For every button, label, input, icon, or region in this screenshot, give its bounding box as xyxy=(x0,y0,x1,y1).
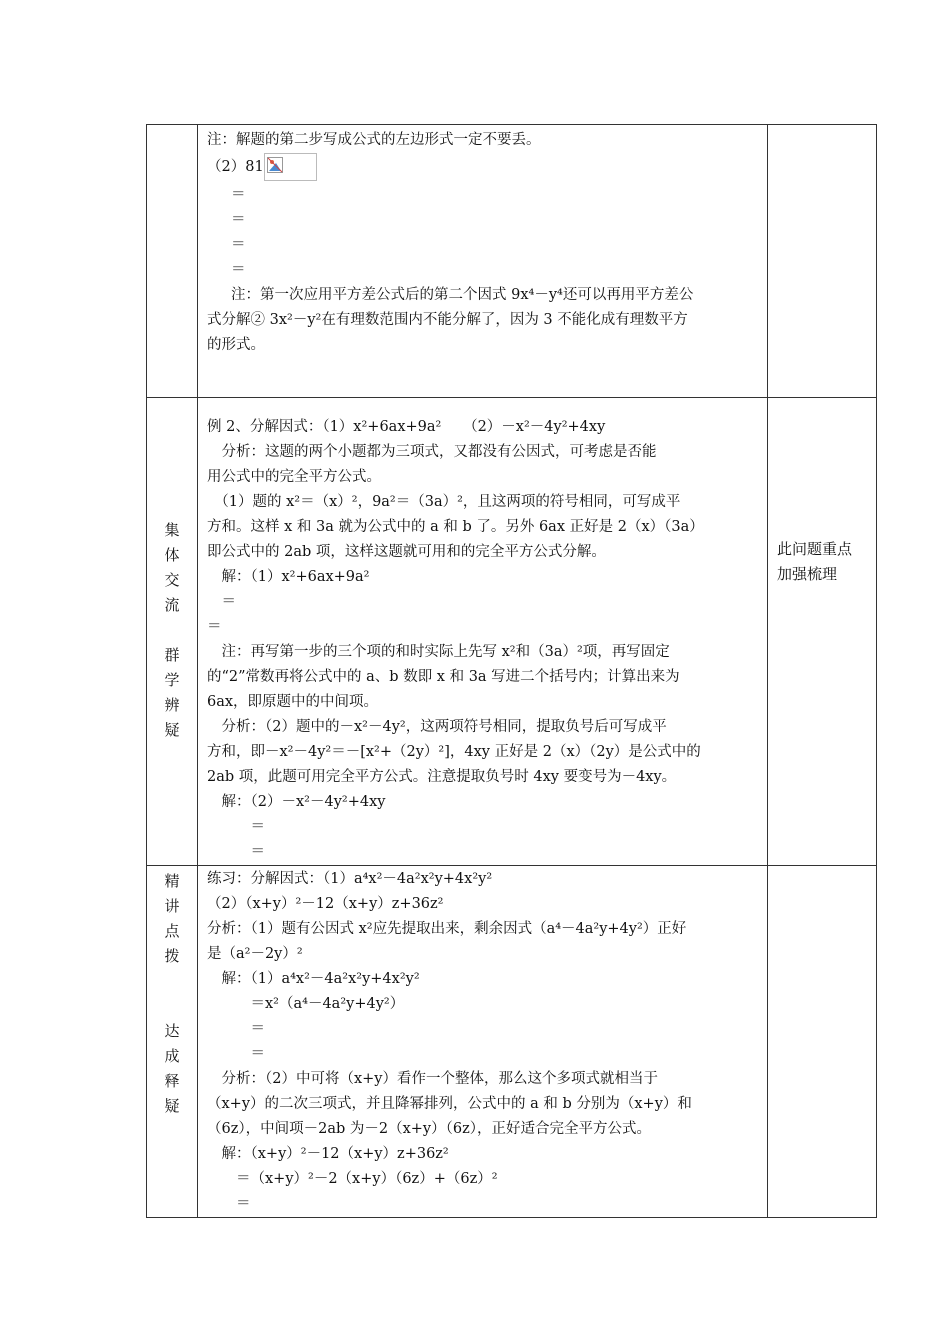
item-2-label: （2）81 xyxy=(207,159,264,175)
row3-note-cell xyxy=(768,866,877,1218)
solution-line: 解：（1）a⁴x²－4a²x²y+4x²y² xyxy=(207,971,420,987)
note-line: 6ax，即原题中的中间项。 xyxy=(207,694,379,710)
equation-line: ＝ xyxy=(231,187,246,203)
note-line: 的“2”常数再将公式中的 a、b 数即 x 和 3a 写进二个括号内；计算出来为 xyxy=(207,669,680,685)
analysis-line: 分析：这题的两个小题都为三项式，又都没有公因式，可考虑是否能 xyxy=(207,444,657,460)
solution-line: ＝ xyxy=(207,1046,265,1062)
row2-label-cell xyxy=(147,398,198,866)
analysis-line: （x+y）的二次三项式，并且降幂排列，公式中的 a 和 b 分别为（x+y）和 xyxy=(207,1096,692,1112)
lesson-table xyxy=(146,124,877,1218)
example-line: 例 2、分解因式：（1）x²+6ax+9a² （2）－x²－4y²+4xy xyxy=(207,419,606,435)
analysis-line: 分析：（1）题有公因式 x²应先提取出来，剩余因式（a⁴－4a²y+4y²）正好 xyxy=(207,921,687,937)
analysis-line: 即公式中的 2ab 项，这样这题就可用和的完全平方公式分解。 xyxy=(207,544,606,560)
solution-line: 解：（1）x²+6ax+9a² xyxy=(207,569,370,585)
table-row xyxy=(147,125,877,398)
teacher-note: 加强梳理 xyxy=(777,565,838,583)
equation-line: ＝ xyxy=(231,212,246,228)
analysis-line: 是（a²－2y）² xyxy=(207,946,303,962)
teacher-note: 此问题重点 xyxy=(777,540,853,558)
solution-line: ＝ xyxy=(207,819,265,835)
broken-image-icon xyxy=(264,153,317,181)
analysis-line: 分析：（2）中可将（x+y）看作一个整体，那么这个多项式就相当于 xyxy=(207,1071,658,1087)
note-line: 注：第一次应用平方差公式后的第二个因式 9x⁴－y⁴还可以再用平方差公 xyxy=(231,287,694,303)
equation-line: ＝ xyxy=(231,262,246,278)
analysis-line: 方和。这样 x 和 3a 就为公式中的 a 和 b 了。另外 6ax 正好是 2（x）（3a） xyxy=(207,519,704,535)
equation-line: ＝ xyxy=(231,237,246,253)
row3-content-cell xyxy=(198,866,768,1218)
row1-label-cell xyxy=(147,125,198,398)
analysis-line: 方和，即－x²－4y²＝－[x²+（2y）²]，4xy 正好是 2（x）（2y）是公式中的 xyxy=(207,744,701,760)
table-row xyxy=(147,866,877,1218)
solution-line: ＝ xyxy=(207,1196,251,1212)
analysis-line: 用公式中的完全平方公式。 xyxy=(207,469,381,485)
row2-content-cell xyxy=(198,398,768,866)
analysis-line: 分析：（2）题中的－x²－4y²，这两项符号相同，提取负号后可写成平 xyxy=(207,719,667,735)
solution-line: 解：（x+y）²－12（x+y）z+36z² xyxy=(207,1146,449,1162)
solution-line: ＝ xyxy=(207,619,222,635)
note-line: 注：再写第一步的三个项的和时实际上先写 x²和（3a）²项，再写固定 xyxy=(207,644,670,660)
analysis-line: 2ab 项，此题可用完全平方公式。注意提取负号时 4xy 要变号为－4xy。 xyxy=(207,769,677,785)
solution-line: ＝ xyxy=(207,844,265,860)
section-label: 精 讲 点 拨 达 成 释 疑 xyxy=(164,872,180,1115)
solution-line: ＝x²（a⁴－4a²y+4y²） xyxy=(207,996,405,1012)
note-line: 式分解② 3x²－y²在有理数范围内不能分解了，因为 3 不能化成有理数平方 xyxy=(207,312,688,328)
exercise-line: （2）（x+y）²－12（x+y）z+36z² xyxy=(207,896,444,912)
analysis-line: （1）题的 x²＝（x）²，9a²＝（3a）²，且这两项的符号相同，可写成平 xyxy=(207,494,681,510)
note-line: 注：解题的第二步写成公式的左边形式一定不要丢。 xyxy=(207,132,541,148)
row1-content-cell xyxy=(198,125,768,398)
row3-label-cell xyxy=(147,866,198,1218)
row1-note-cell xyxy=(768,125,877,398)
exercise-line: 练习：分解因式：（1）a⁴x²－4a²x²y+4x²y² xyxy=(207,871,493,887)
solution-line: ＝（x+y）²－2（x+y）（6z）+（6z）² xyxy=(207,1171,498,1187)
note-line: 的形式。 xyxy=(207,337,265,353)
solution-line: 解：（2）－x²－4y²+4xy xyxy=(207,794,386,810)
item-2-line xyxy=(207,153,767,183)
analysis-line: （6z），中间项－2ab 为－2（x+y）（6z），正好适合完全平方公式。 xyxy=(207,1121,651,1137)
section-label: 集 体 交 流 群 学 辨 疑 xyxy=(164,521,180,739)
row2-note-cell xyxy=(768,398,877,866)
table-row xyxy=(147,398,877,866)
solution-line: ＝ xyxy=(207,1021,265,1037)
solution-line: ＝ xyxy=(207,594,236,610)
